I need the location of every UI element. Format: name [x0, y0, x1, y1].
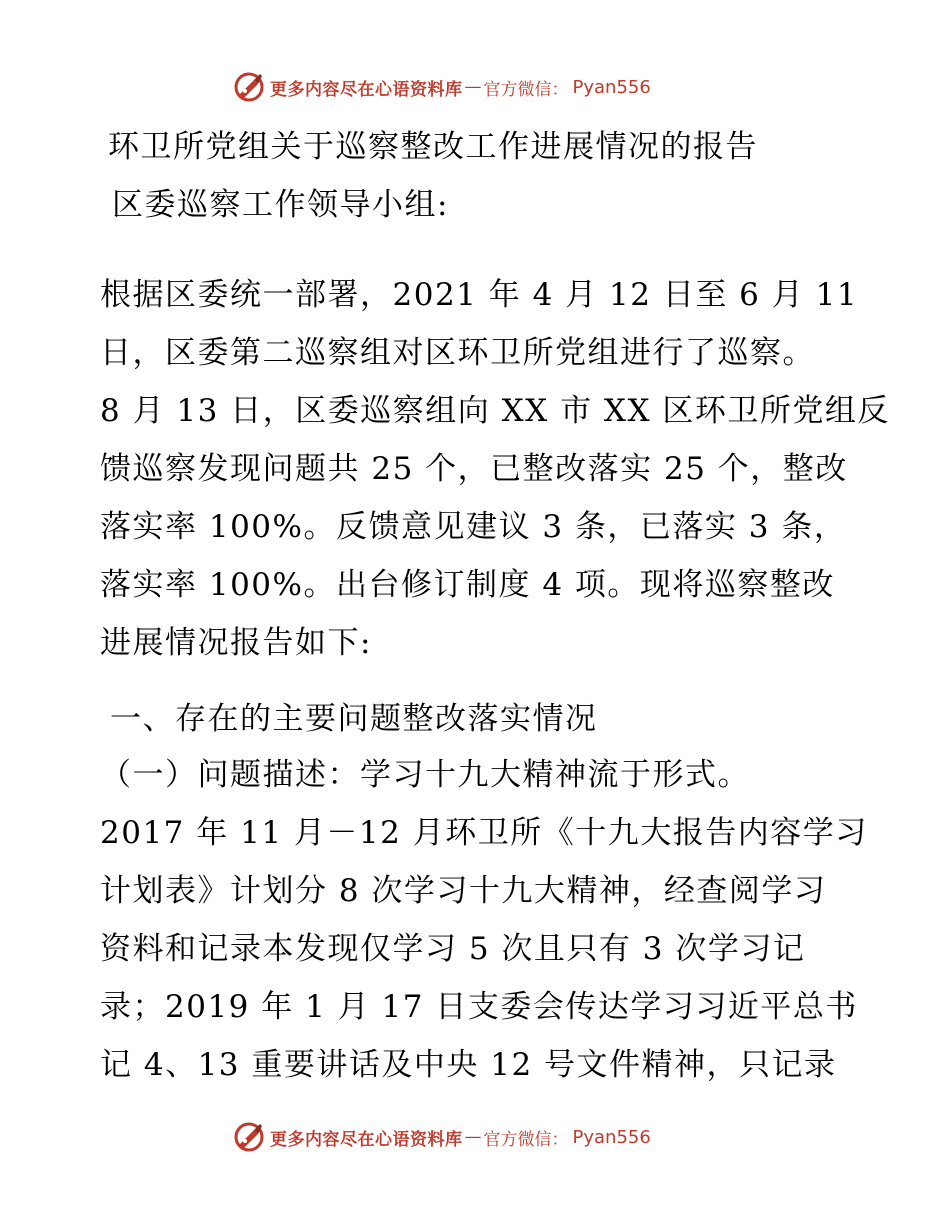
- paragraph-line: 计划表》计划分 8 次学习十九大精神，经查阅学习: [100, 873, 827, 909]
- paragraph-line: （一）问题描述：学习十九大精神流于形式。: [100, 757, 750, 793]
- section-heading-1: 一、存在的主要问题整改落实情况: [110, 701, 598, 737]
- watermark-separator: —: [464, 77, 482, 97]
- pen-logo-icon: [232, 70, 266, 104]
- wechat-label: 官方微信：: [483, 79, 569, 100]
- document-title: 环卫所党组关于巡察整改工作进展情况的报告: [108, 129, 758, 165]
- paragraph-line: 日，区委第二巡察组对区环卫所党组进行了巡察。: [100, 335, 815, 371]
- wechat-id: Pyan556: [572, 1126, 651, 1148]
- paragraph-line: 根据区委统一部署，2021 年 4 月 12 日至 6 月 11: [100, 277, 859, 313]
- paragraph-line: 2017 年 11 月－12 月环卫所《十九大报告内容学习: [100, 815, 868, 851]
- wechat-id: Pyan556: [572, 76, 651, 98]
- paragraph-line: 资料和记录本发现仅学习 5 次且只有 3 次学习记: [100, 931, 806, 967]
- paragraph-line: 落实率 100%。出台修订制度 4 项。现将巡察整改: [100, 567, 835, 603]
- paragraph-line: 馈巡察发现问题共 25 个，已整改落实 25 个，整改: [100, 451, 848, 487]
- watermark-banner-top: [232, 70, 651, 104]
- paragraph-2: [100, 746, 868, 1094]
- paragraph-line: 记 4、13 重要讲话及中央 12 号文件精神，只记录: [100, 1047, 837, 1083]
- watermark-text: 更多内容尽在心语资料库: [270, 79, 463, 100]
- pen-logo-icon: [232, 1120, 266, 1154]
- watermark-separator: —: [464, 1127, 482, 1147]
- paragraph-line: 8 月 13 日，区委巡察组向 XX 市 XX 区环卫所党组反: [100, 393, 890, 429]
- paragraph-line: 进展情况报告如下:: [100, 625, 372, 661]
- paragraph-line: 录；2019 年 1 月 17 日支委会传达学习习近平总书: [100, 989, 858, 1025]
- paragraph-1: [100, 266, 890, 672]
- paragraph-line: 落实率 100%。反馈意见建议 3 条，已落实 3 条，: [100, 509, 847, 545]
- wechat-label: 官方微信：: [483, 1129, 569, 1150]
- watermark-banner-bottom: [232, 1120, 651, 1154]
- watermark-text: 更多内容尽在心语资料库: [270, 1129, 463, 1150]
- salutation: 区委巡察工作领导小组:: [112, 187, 449, 223]
